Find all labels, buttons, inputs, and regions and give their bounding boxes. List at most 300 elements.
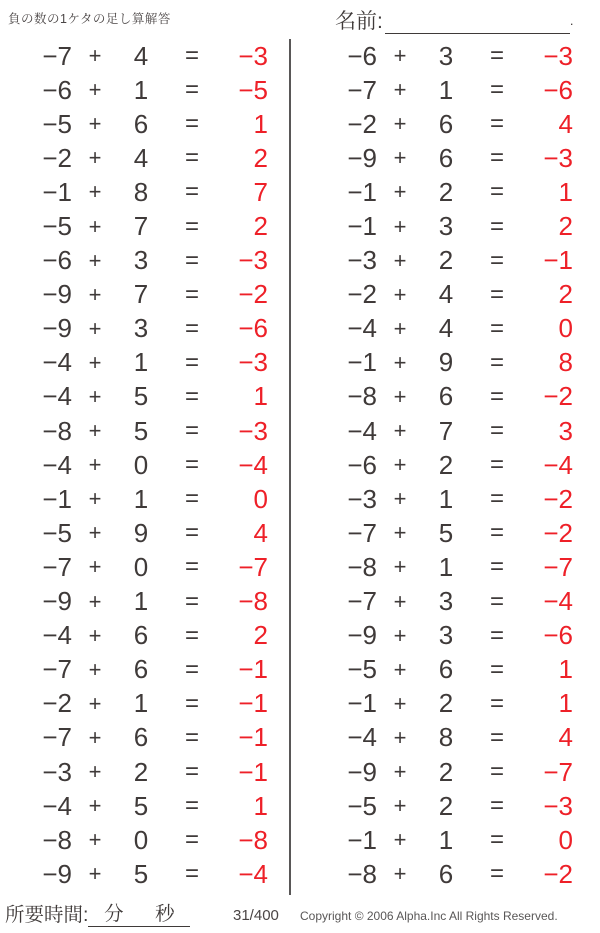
- equals-sign: =: [184, 246, 199, 274]
- plus-sign: +: [393, 452, 407, 478]
- problem-row: [22, 107, 289, 141]
- operand-1: −1: [347, 347, 377, 378]
- problem-row: [327, 789, 598, 823]
- operand-2: 3: [438, 586, 454, 617]
- problem-row: [327, 73, 598, 107]
- operand-2: 1: [133, 688, 149, 719]
- equals-sign: =: [184, 348, 199, 376]
- problem-row: [22, 516, 289, 550]
- answer-value: −1: [238, 722, 268, 753]
- problem-row: [327, 448, 598, 482]
- answer-value: 8: [558, 347, 573, 378]
- operand-1: −3: [347, 483, 377, 514]
- operand-2: 3: [133, 245, 149, 276]
- plus-sign: +: [393, 77, 407, 103]
- equals-sign: =: [184, 553, 199, 581]
- equals-sign: =: [489, 110, 504, 138]
- equals-sign: =: [489, 621, 504, 649]
- operand-2: 6: [133, 654, 149, 685]
- operand-1: −7: [42, 654, 72, 685]
- operand-2: 6: [438, 654, 454, 685]
- equals-sign: =: [489, 689, 504, 717]
- plus-sign: +: [88, 588, 102, 614]
- plus-sign: +: [88, 247, 102, 273]
- operand-1: −6: [42, 245, 72, 276]
- operand-1: −7: [42, 40, 72, 71]
- equals-sign: =: [184, 655, 199, 683]
- plus-sign: +: [393, 622, 407, 648]
- problem-row: [327, 278, 598, 312]
- operand-1: −8: [42, 415, 72, 446]
- answer-value: 1: [253, 381, 268, 412]
- answer-value: −4: [238, 858, 268, 889]
- operand-1: −4: [347, 722, 377, 753]
- problem-row: [22, 278, 289, 312]
- operand-1: −7: [347, 74, 377, 105]
- plus-sign: +: [88, 383, 102, 409]
- operand-2: 9: [133, 517, 149, 548]
- seconds-unit-label: 秒: [155, 903, 175, 925]
- equals-sign: =: [184, 758, 199, 786]
- problem-row: [327, 312, 598, 346]
- operand-2: 1: [133, 74, 149, 105]
- problem-row: [327, 721, 598, 755]
- answer-value: −2: [543, 381, 573, 412]
- equals-sign: =: [184, 314, 199, 342]
- name-trailing-period: .: [569, 13, 574, 28]
- operand-1: −1: [42, 176, 72, 207]
- problem-row: [327, 107, 598, 141]
- answer-value: −1: [238, 688, 268, 719]
- operand-2: 5: [133, 858, 149, 889]
- equals-sign: =: [184, 723, 199, 751]
- operand-1: −2: [42, 142, 72, 173]
- operand-1: −4: [42, 449, 72, 480]
- plus-sign: +: [88, 281, 102, 307]
- plus-sign: +: [393, 588, 407, 614]
- plus-sign: +: [393, 759, 407, 785]
- page-title: 負の数の1ケタの足し算解答: [8, 12, 171, 26]
- plus-sign: +: [393, 724, 407, 750]
- answer-value: −2: [543, 483, 573, 514]
- equals-sign: =: [489, 212, 504, 240]
- answer-value: −5: [238, 74, 268, 105]
- problem-row: [22, 380, 289, 414]
- name-field: [335, 8, 573, 34]
- plus-sign: +: [393, 247, 407, 273]
- name-label: 名前:: [335, 10, 383, 33]
- operand-2: 2: [438, 790, 454, 821]
- answer-value: −3: [543, 790, 573, 821]
- plus-sign: +: [88, 452, 102, 478]
- equals-sign: =: [184, 42, 199, 70]
- equals-sign: =: [489, 587, 504, 615]
- problem-row: [327, 585, 598, 619]
- answer-value: −3: [238, 415, 268, 446]
- equals-sign: =: [184, 826, 199, 854]
- operand-2: 1: [438, 551, 454, 582]
- problems-area: [0, 39, 600, 895]
- operand-2: 5: [133, 790, 149, 821]
- elapsed-time-field: [5, 904, 190, 927]
- operand-2: 7: [133, 279, 149, 310]
- problem-row: [22, 619, 289, 653]
- answer-value: −8: [238, 586, 268, 617]
- operand-1: −8: [347, 551, 377, 582]
- plus-sign: +: [393, 43, 407, 69]
- plus-sign: +: [88, 213, 102, 239]
- operand-1: −8: [42, 824, 72, 855]
- answer-value: −7: [543, 551, 573, 582]
- operand-2: 0: [133, 551, 149, 582]
- problem-row: [327, 209, 598, 243]
- problem-row: [22, 755, 289, 789]
- operand-2: 6: [438, 142, 454, 173]
- answer-value: −4: [238, 449, 268, 480]
- problem-row: [22, 209, 289, 243]
- answer-value: −2: [238, 279, 268, 310]
- plus-sign: +: [88, 520, 102, 546]
- answer-value: 4: [253, 517, 268, 548]
- answer-value: 4: [558, 108, 573, 139]
- operand-1: −1: [42, 483, 72, 514]
- plus-sign: +: [393, 486, 407, 512]
- problem-row: [327, 687, 598, 721]
- answer-value: 1: [558, 688, 573, 719]
- answer-value: −2: [543, 517, 573, 548]
- operand-1: −5: [42, 108, 72, 139]
- problem-row: [22, 39, 289, 73]
- operand-2: 4: [438, 279, 454, 310]
- equals-sign: =: [489, 246, 504, 274]
- operand-2: 6: [438, 108, 454, 139]
- plus-sign: +: [393, 656, 407, 682]
- plus-sign: +: [393, 690, 407, 716]
- equals-sign: =: [489, 758, 504, 786]
- answer-value: −1: [238, 654, 268, 685]
- problem-row: [22, 482, 289, 516]
- problem-row: [22, 857, 289, 891]
- operand-2: 3: [438, 211, 454, 242]
- plus-sign: +: [393, 520, 407, 546]
- operand-1: −5: [42, 517, 72, 548]
- plus-sign: +: [393, 349, 407, 375]
- equals-sign: =: [184, 792, 199, 820]
- equals-sign: =: [489, 178, 504, 206]
- operand-2: 2: [133, 756, 149, 787]
- operand-2: 4: [133, 142, 149, 173]
- operand-1: −5: [347, 790, 377, 821]
- plus-sign: +: [393, 111, 407, 137]
- plus-sign: +: [88, 77, 102, 103]
- operand-2: 3: [133, 313, 149, 344]
- operand-1: −9: [42, 279, 72, 310]
- problem-row: [22, 789, 289, 823]
- problem-row: [327, 244, 598, 278]
- operand-1: −1: [347, 824, 377, 855]
- equals-sign: =: [184, 110, 199, 138]
- plus-sign: +: [88, 43, 102, 69]
- equals-sign: =: [489, 485, 504, 513]
- operand-2: 2: [438, 756, 454, 787]
- plus-sign: +: [88, 145, 102, 171]
- equals-sign: =: [489, 417, 504, 445]
- plus-sign: +: [393, 554, 407, 580]
- operand-1: −5: [42, 211, 72, 242]
- operand-2: 8: [133, 176, 149, 207]
- operand-2: 7: [438, 415, 454, 446]
- operand-1: −4: [42, 790, 72, 821]
- problem-row: [327, 175, 598, 209]
- operand-2: 1: [438, 483, 454, 514]
- plus-sign: +: [393, 315, 407, 341]
- plus-sign: +: [393, 179, 407, 205]
- operand-2: 3: [438, 40, 454, 71]
- equals-sign: =: [489, 348, 504, 376]
- operand-2: 2: [438, 245, 454, 276]
- operand-2: 2: [438, 688, 454, 719]
- answer-value: 3: [558, 415, 573, 446]
- operand-2: 2: [438, 176, 454, 207]
- operand-1: −7: [42, 551, 72, 582]
- operand-1: −6: [347, 40, 377, 71]
- equals-sign: =: [489, 144, 504, 172]
- operand-1: −4: [42, 381, 72, 412]
- operand-2: 7: [133, 211, 149, 242]
- problem-row: [22, 175, 289, 209]
- equals-sign: =: [489, 792, 504, 820]
- problem-row: [22, 823, 289, 857]
- answer-value: −1: [543, 245, 573, 276]
- operand-1: −7: [42, 722, 72, 753]
- answer-value: 0: [558, 313, 573, 344]
- copyright-notice: Copyright © 2006 Alpha.Inc All Rights Reserved.: [300, 909, 558, 923]
- problem-row: [327, 619, 598, 653]
- plus-sign: +: [88, 554, 102, 580]
- plus-sign: +: [88, 656, 102, 682]
- plus-sign: +: [393, 213, 407, 239]
- answer-value: −8: [238, 824, 268, 855]
- operand-2: 5: [133, 381, 149, 412]
- answer-value: −2: [543, 858, 573, 889]
- operand-1: −1: [347, 176, 377, 207]
- answer-value: 2: [558, 279, 573, 310]
- answer-value: 1: [558, 176, 573, 207]
- plus-sign: +: [88, 418, 102, 444]
- plus-sign: +: [393, 383, 407, 409]
- operand-1: −8: [347, 381, 377, 412]
- operand-2: 4: [133, 40, 149, 71]
- operand-2: 1: [133, 586, 149, 617]
- operand-1: −4: [347, 313, 377, 344]
- operand-1: −9: [42, 313, 72, 344]
- answer-value: −6: [238, 313, 268, 344]
- operand-2: 8: [438, 722, 454, 753]
- plus-sign: +: [88, 111, 102, 137]
- operand-2: 9: [438, 347, 454, 378]
- equals-sign: =: [184, 621, 199, 649]
- operand-2: 6: [133, 620, 149, 651]
- equals-sign: =: [184, 519, 199, 547]
- operand-1: −7: [347, 517, 377, 548]
- plus-sign: +: [88, 349, 102, 375]
- plus-sign: +: [88, 759, 102, 785]
- operand-2: 5: [133, 415, 149, 446]
- problem-row: [327, 857, 598, 891]
- operand-1: −1: [347, 688, 377, 719]
- problem-row: [22, 687, 289, 721]
- problem-row: [327, 380, 598, 414]
- answer-value: 4: [558, 722, 573, 753]
- answer-value: −3: [543, 142, 573, 173]
- answer-value: −6: [543, 620, 573, 651]
- equals-sign: =: [489, 723, 504, 751]
- equals-sign: =: [184, 485, 199, 513]
- answer-value: 1: [253, 790, 268, 821]
- operand-1: −2: [347, 279, 377, 310]
- answer-value: −3: [238, 347, 268, 378]
- problem-row: [22, 550, 289, 584]
- operand-1: −3: [42, 756, 72, 787]
- answer-value: −3: [238, 40, 268, 71]
- plus-sign: +: [393, 145, 407, 171]
- answer-value: 7: [253, 176, 268, 207]
- plus-sign: +: [88, 827, 102, 853]
- problem-row: [22, 448, 289, 482]
- operand-2: 6: [133, 108, 149, 139]
- operand-1: −6: [347, 449, 377, 480]
- equals-sign: =: [184, 860, 199, 888]
- operand-1: −4: [347, 415, 377, 446]
- problem-row: [327, 823, 598, 857]
- answer-value: −1: [238, 756, 268, 787]
- plus-sign: +: [88, 690, 102, 716]
- plus-sign: +: [393, 418, 407, 444]
- answer-value: 0: [253, 483, 268, 514]
- operand-1: −2: [42, 688, 72, 719]
- operand-2: 6: [133, 722, 149, 753]
- equals-sign: =: [184, 587, 199, 615]
- problem-row: [22, 73, 289, 107]
- problem-row: [327, 414, 598, 448]
- equals-sign: =: [184, 689, 199, 717]
- elapsed-time-label: 所要時間:: [5, 904, 89, 926]
- problem-row: [22, 721, 289, 755]
- problem-row: [327, 550, 598, 584]
- answer-value: 2: [558, 211, 573, 242]
- plus-sign: +: [88, 179, 102, 205]
- answer-value: 2: [253, 620, 268, 651]
- plus-sign: +: [88, 724, 102, 750]
- worksheet-footer: [0, 899, 600, 931]
- answer-value: −4: [543, 449, 573, 480]
- problem-column-left: [0, 39, 291, 895]
- answer-value: 2: [253, 211, 268, 242]
- problem-row: [327, 482, 598, 516]
- operand-1: −6: [42, 74, 72, 105]
- problem-row: [327, 755, 598, 789]
- equals-sign: =: [489, 860, 504, 888]
- plus-sign: +: [88, 861, 102, 887]
- operand-2: 6: [438, 858, 454, 889]
- operand-2: 3: [438, 620, 454, 651]
- problem-row: [327, 653, 598, 687]
- plus-sign: +: [393, 861, 407, 887]
- problem-row: [327, 39, 598, 73]
- equals-sign: =: [489, 280, 504, 308]
- equals-sign: =: [489, 553, 504, 581]
- answer-value: 1: [253, 108, 268, 139]
- answer-value: 0: [558, 824, 573, 855]
- equals-sign: =: [184, 212, 199, 240]
- answer-value: 1: [558, 654, 573, 685]
- plus-sign: +: [393, 793, 407, 819]
- plus-sign: +: [88, 622, 102, 648]
- operand-1: −8: [347, 858, 377, 889]
- operand-2: 2: [438, 449, 454, 480]
- operand-1: −9: [42, 858, 72, 889]
- problem-row: [22, 346, 289, 380]
- answer-value: −6: [543, 74, 573, 105]
- operand-1: −4: [42, 347, 72, 378]
- problem-row: [22, 244, 289, 278]
- operand-1: −3: [347, 245, 377, 276]
- operand-1: −9: [347, 620, 377, 651]
- plus-sign: +: [88, 315, 102, 341]
- elapsed-time-blank-line: [88, 904, 190, 927]
- equals-sign: =: [184, 382, 199, 410]
- operand-2: 6: [438, 381, 454, 412]
- operand-2: 0: [133, 824, 149, 855]
- equals-sign: =: [489, 655, 504, 683]
- operand-1: −2: [347, 108, 377, 139]
- answer-value: −3: [238, 245, 268, 276]
- problem-row: [22, 653, 289, 687]
- equals-sign: =: [184, 178, 199, 206]
- answer-value: −4: [543, 586, 573, 617]
- operand-2: 0: [133, 449, 149, 480]
- minutes-unit-label: 分: [104, 903, 124, 925]
- operand-1: −9: [347, 142, 377, 173]
- operand-1: −7: [347, 586, 377, 617]
- equals-sign: =: [489, 76, 504, 104]
- equals-sign: =: [184, 280, 199, 308]
- problem-row: [22, 141, 289, 175]
- operand-1: −4: [42, 620, 72, 651]
- problem-row: [327, 516, 598, 550]
- equals-sign: =: [184, 417, 199, 445]
- name-blank-line: [385, 10, 570, 34]
- problem-row: [327, 346, 598, 380]
- answer-value: −7: [238, 551, 268, 582]
- equals-sign: =: [184, 451, 199, 479]
- problem-row: [327, 141, 598, 175]
- equals-sign: =: [489, 314, 504, 342]
- equals-sign: =: [184, 144, 199, 172]
- plus-sign: +: [88, 486, 102, 512]
- equals-sign: =: [489, 826, 504, 854]
- equals-sign: =: [489, 42, 504, 70]
- plus-sign: +: [393, 827, 407, 853]
- operand-1: −9: [42, 586, 72, 617]
- equals-sign: =: [184, 76, 199, 104]
- equals-sign: =: [489, 519, 504, 547]
- plus-sign: +: [88, 793, 102, 819]
- operand-2: 1: [133, 483, 149, 514]
- operand-1: −9: [347, 756, 377, 787]
- problem-row: [22, 312, 289, 346]
- problem-row: [22, 585, 289, 619]
